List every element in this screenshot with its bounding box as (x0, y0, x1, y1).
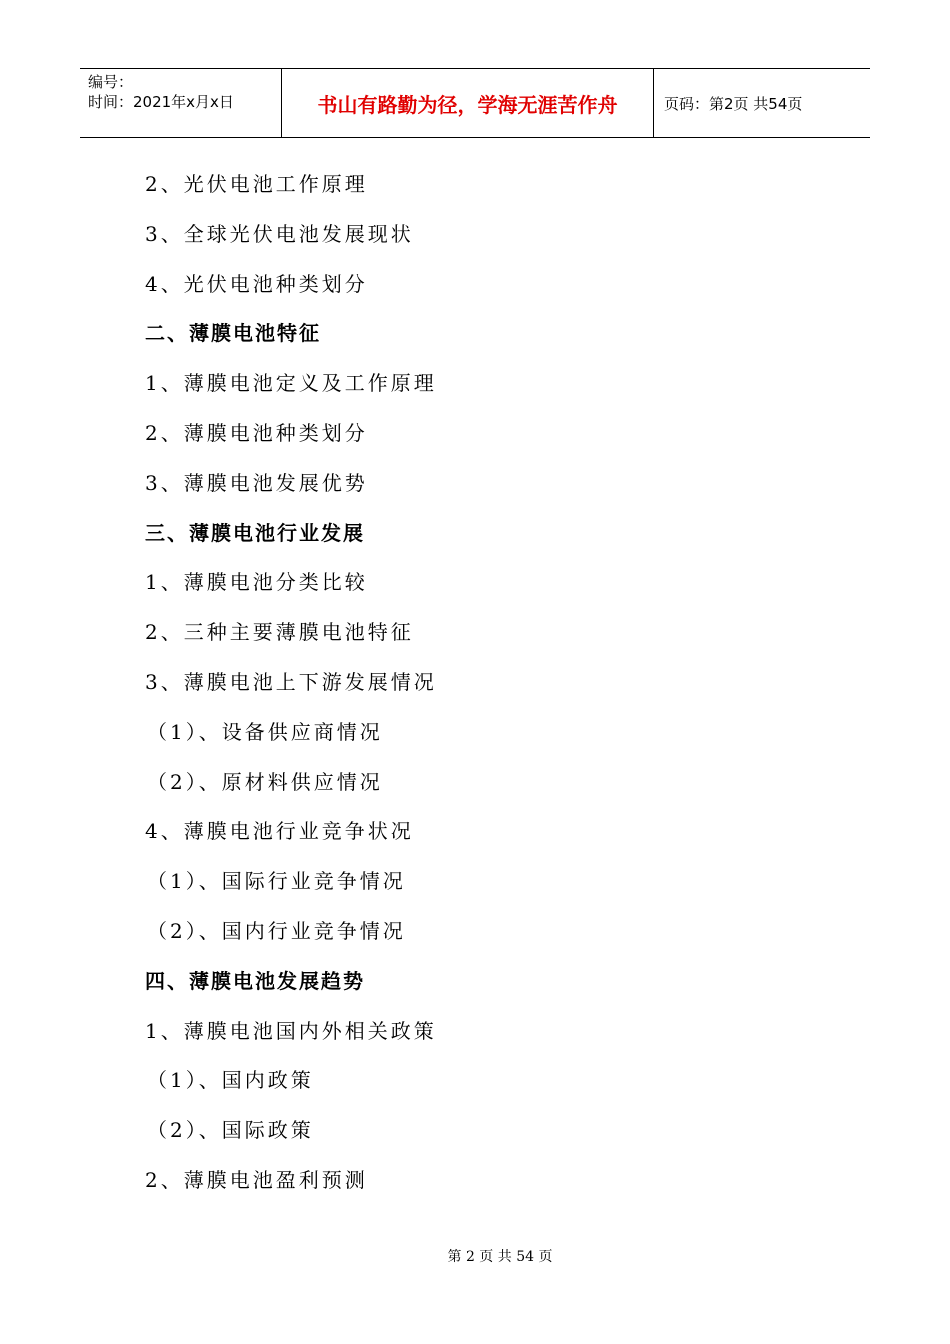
toc-section-heading: 二、薄膜电池特征 (145, 321, 321, 346)
toc-entry: （2）、原材料供应情况 (147, 769, 383, 794)
toc-entry: 2、薄膜电池盈利预测 (145, 1167, 368, 1192)
toc-entry: （1）、国内政策 (147, 1068, 314, 1093)
toc-entry: 3、薄膜电池上下游发展情况 (145, 669, 437, 694)
header-page-cell (654, 69, 870, 137)
toc-entry: （1）、设备供应商情况 (147, 719, 383, 744)
toc-entry: （2）、国内行业竞争情况 (147, 918, 406, 943)
toc-entry: 2、薄膜电池种类划分 (145, 420, 368, 445)
motto-text: 书山有路勤为径，学海无涯苦作舟 (317, 92, 618, 117)
header-meta-cell (80, 69, 282, 137)
toc-entry: （2）、国际政策 (147, 1118, 314, 1143)
date-label: 时间：2021年x月x日 (88, 93, 234, 111)
toc-entry: 1、薄膜电池国内外相关政策 (145, 1018, 437, 1043)
toc-entry: 3、薄膜电池发展优势 (145, 470, 368, 495)
table-of-contents (145, 160, 845, 1206)
toc-entry: （1）、国际行业竞争情况 (147, 869, 406, 894)
toc-section-heading: 四、薄膜电池发展趋势 (145, 968, 365, 993)
toc-entry: 2、三种主要薄膜电池特征 (145, 620, 414, 645)
toc-entry: 1、薄膜电池分类比较 (145, 570, 368, 595)
toc-entry: 4、薄膜电池行业竞争状况 (145, 819, 414, 844)
page-info: 页码：第2页 共54页 (664, 94, 803, 113)
document-header (80, 68, 870, 138)
header-motto-cell (282, 69, 654, 137)
toc-section-heading: 三、薄膜电池行业发展 (145, 520, 365, 545)
toc-entry: 4、光伏电池种类划分 (145, 271, 368, 296)
toc-entry: 1、薄膜电池定义及工作原理 (145, 371, 437, 396)
toc-entry: 3、全球光伏电池发展现状 (145, 221, 414, 246)
toc-entry: 2、光伏电池工作原理 (145, 172, 368, 196)
page-footer: 第 2 页 共 54 页 (447, 1249, 553, 1265)
number-label: 编号： (88, 73, 134, 91)
